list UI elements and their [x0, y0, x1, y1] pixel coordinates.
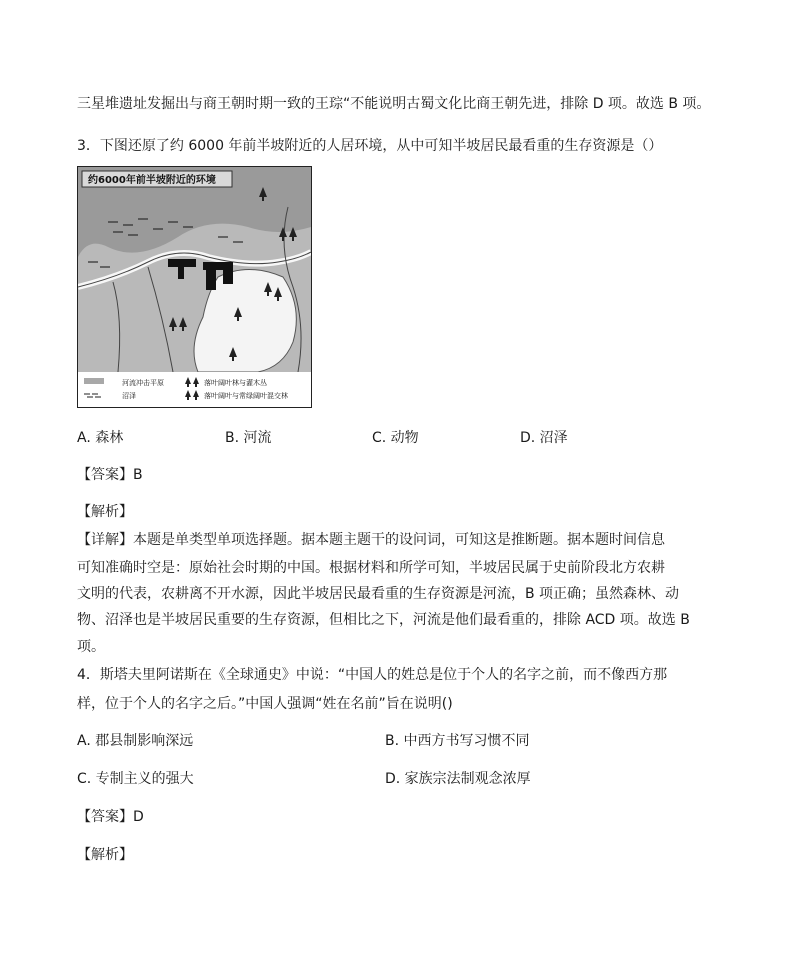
q4-answer: 【答案】D: [77, 809, 144, 825]
q3-answer: 【答案】B: [77, 467, 143, 483]
legend-deciduous: 落叶阔叶林与灌木丛: [204, 379, 267, 387]
question-4-stem-line-2: 样，位于个人的名字之后。”中国人强调“姓在名前”旨在说明(): [77, 696, 453, 712]
q4-option-b: B. 中西方书写习惯不同: [385, 733, 530, 749]
q4-option-c: C. 专制主义的强大: [77, 771, 194, 787]
question-3-stem: 3．下图还原了约 6000 年前半坡附近的人居环境，从中可知半坡居民最看重的生存资源是（）: [77, 138, 663, 154]
q3-option-a: A. 森林: [77, 430, 124, 446]
legend-mixed: 落叶阔叶与常绿阔叶混交林: [204, 392, 288, 400]
q3-option-b: B. 河流: [225, 430, 272, 446]
q4-analysis-label: 【解析】: [77, 847, 133, 863]
q3-detail-line-5: 项。: [77, 639, 105, 655]
q3-detail-line-3: 文明的代表，农耕离不开水源，因此半坡居民最看重的生存资源是河流，B 项正确；虽然森林、动: [77, 586, 680, 602]
q3-option-c: C. 动物: [372, 430, 419, 446]
banpo-environment-map: [77, 166, 312, 408]
q3-detail-line-2: 可知准确时空是：原始社会时期的中国。根据材料和所学可知，半坡居民属于史前阶段北方农耕: [77, 560, 665, 576]
q3-detail-line-4: 物、沼泽也是半坡居民重要的生存资源，但相比之下，河流是他们最看重的，排除 ACD 项。故选 B: [77, 612, 690, 628]
q3-detail-line-1: 【详解】本题是单类型单项选择题。据本题主题干的设问词，可知这是推断题。据本题时间信息: [77, 532, 665, 548]
q3-analysis-label: 【解析】: [77, 504, 133, 520]
intro-text: 三星堆遗址发掘出与商王朝时期一致的王琮“不能说明古蜀文化比商王朝先进，排除 D 项。故选 B 项。: [77, 96, 711, 112]
legend-marsh: 沼泽: [122, 392, 136, 400]
q4-option-d: D. 家族宗法制观念浓厚: [385, 771, 531, 787]
map-title: 约6000年前半坡附近的环境: [88, 175, 216, 186]
question-4-stem-line-1: 4．斯塔夫里阿诺斯在《全球通史》中说：“中国人的姓总是位于个人的名字之前，而不像西方那: [77, 667, 668, 683]
map-illustration: [78, 167, 311, 407]
legend-swatch-plain: [84, 378, 104, 384]
q4-option-a: A. 郡县制影响深远: [77, 733, 194, 749]
map-legend-area: [78, 372, 311, 407]
legend-plain: 河流冲击平原: [122, 379, 164, 387]
q3-option-d: D. 沼泽: [520, 430, 568, 446]
